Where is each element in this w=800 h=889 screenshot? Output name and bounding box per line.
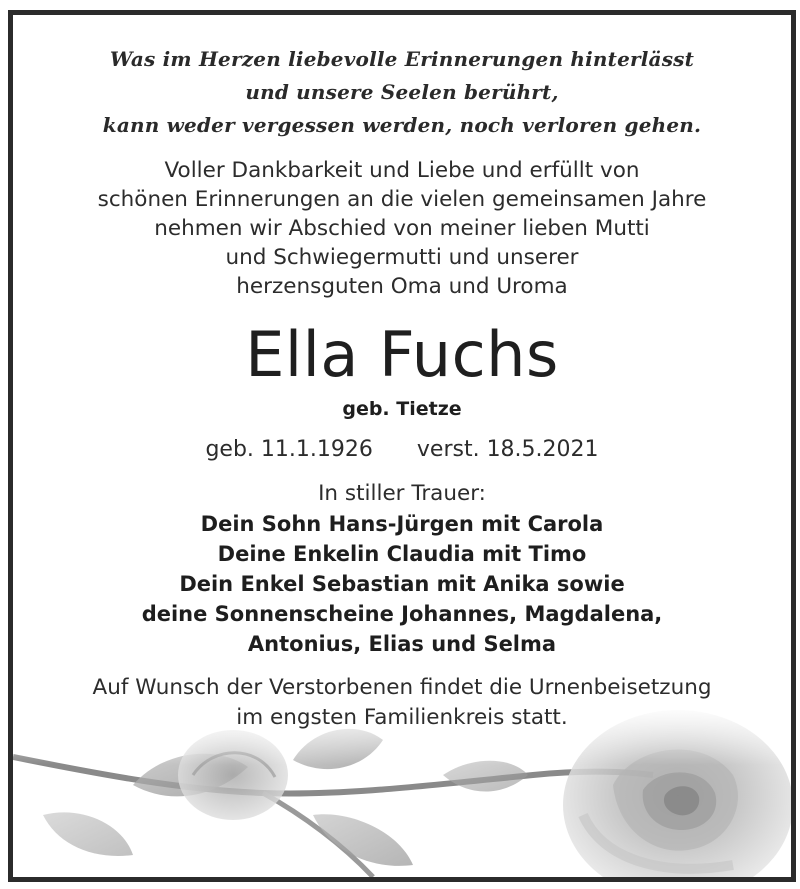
motto-line: und unsere Seelen berührt, xyxy=(245,80,559,104)
intro-line: und Schwiegermutti und unserer xyxy=(225,245,579,270)
mourners-list xyxy=(13,509,791,659)
intro-line: nehmen wir Abschied von meiner lieben Mutti xyxy=(154,216,650,241)
notice-line: Auf Wunsch der Verstorbenen findet die Urnenbeisetzung xyxy=(92,675,712,700)
intro-line: Voller Dankbarkeit und Liebe und erfüllt von xyxy=(164,158,640,183)
mourner-line: Dein Sohn Hans-Jürgen mit Carola xyxy=(200,512,604,536)
obituary-frame xyxy=(8,10,796,882)
obituary-content xyxy=(13,15,791,733)
motto-line: Was im Herzen liebevolle Erinnerungen hinterlässt xyxy=(109,47,695,71)
burial-notice xyxy=(13,673,791,733)
intro-text xyxy=(13,156,791,301)
mourner-line: deine Sonnenscheine Johannes, Magdalena, xyxy=(141,602,663,626)
mourner-line: Deine Enkelin Claudia mit Timo xyxy=(217,542,587,566)
deceased-name: Ella Fuchs xyxy=(245,318,559,391)
notice-line: im engsten Familienkreis statt. xyxy=(236,705,568,730)
life-dates xyxy=(13,435,791,465)
death-date: verst. 18.5.2021 xyxy=(416,437,599,462)
birth-date: geb. 11.1.1926 xyxy=(205,437,373,462)
motto-line: kann weder vergessen werden, noch verloren gehen. xyxy=(102,113,702,137)
intro-line: herzensguten Oma und Uroma xyxy=(236,274,568,299)
mourner-line: Antonius, Elias und Selma xyxy=(247,632,557,656)
motto-verse xyxy=(13,15,791,142)
intro-line: schönen Erinnerungen an die vielen gemeinsamen Jahre xyxy=(97,187,707,212)
mourner-line: Dein Enkel Sebastian mit Anika sowie xyxy=(179,572,625,596)
mourning-heading: In stiller Trauer: xyxy=(318,481,486,506)
maiden-name: geb. Tietze xyxy=(342,398,462,420)
